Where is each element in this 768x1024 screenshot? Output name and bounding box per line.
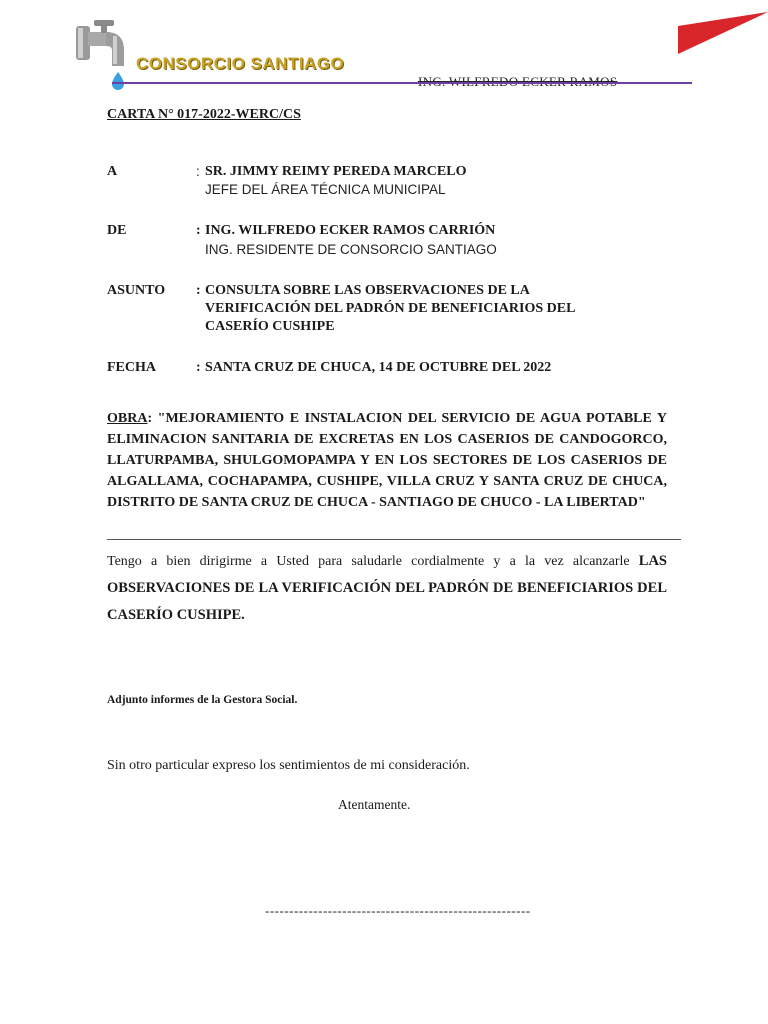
body-bold: LAS OBSERVACIONES DE LA VERIFICACIÓN DEL PADRÓN DE BENEFICIARIOS DEL CASERÍO CUSHIPE. [107,553,667,623]
signature-line: ------------------------------------------------------- [265,903,531,918]
subject-line-2: VERIFICACIÓN DEL PADRÓN DE BENEFICIARIOS DEL [205,301,576,316]
to-separator: : [196,164,200,179]
to-label: A [107,164,118,179]
from-separator: : [196,223,201,238]
project-text: "MEJORAMIENTO E INSTALACION DEL SERVICIO DE AGUA POTABLE Y ELIMINACION SANITARIA DE EXCRETAS EN LOS CASERIOS DE CANDOGORCO, LLATURPAMBA, SHULGOMOPAMPA Y EN LOS SECTORES DE LOS CASERIOS DE ALGALLAMA, COCHAPAMPA, CUSHIPE, VILLA CRUZ Y SANTA CRUZ DE CHUCA, DISTRITO DE SANTA CRUZ DE CHUCA - SANTIAGO DE CHUCO - LA LIBERTAD" [107,411,667,510]
to-name: SR. JIMMY REIMY PEREDA MARCELO [205,164,467,179]
from-role: ING. RESIDENTE DE CONSORCIO SANTIAGO [205,242,497,257]
section-divider [107,539,681,540]
date-label: FECHA [107,360,156,375]
subject-label: ASUNTO [107,283,166,298]
body-intro: Tengo a bien dirigirme a Usted para saludarle cordialmente y a la vez alcanzarle [107,554,639,569]
header-divider [112,82,692,84]
faucet-logo-icon [72,16,130,92]
sign-off: Atentamente. [338,797,411,812]
project-label: OBRA [107,411,148,426]
to-role: JEFE DEL ÁREA TÉCNICA MUNICIPAL [205,182,446,197]
date-value: SANTA CRUZ DE CHUCA, 14 DE OCTUBRE DEL 2022 [205,360,552,375]
from-label: DE [107,223,127,238]
from-name: ING. WILFREDO ECKER RAMOS CARRIÓN [205,223,496,238]
date-separator: : [196,360,201,375]
body-paragraph [107,548,667,629]
letter-number: CARTA N° 017-2022-WERC/CS [107,107,301,122]
closing-sentence: Sin otro particular expreso los sentimientos de mi consideración. [107,758,470,773]
subject-line-3: CASERÍO CUSHIPE [205,319,335,334]
attachment-note: Adjunto informes de la Gestora Social. [107,694,298,706]
subject-line-1: CONSULTA SOBRE LAS OBSERVACIONES DE LA [205,283,530,298]
project-paragraph: OBRA: "MEJORAMIENTO E INSTALACION DEL SERVICIO DE AGUA POTABLE Y ELIMINACION SANITARIA DE EXCRETAS EN LOS CASERIOS DE CANDOGORCO, LLATURPAMBA, SHULGOMOPAMPA Y EN LOS SECTORES DE LOS CASERIOS DE ALGALLAMA, COCHAPAMPA, CUSHIPE, VILLA CRUZ Y SANTA CRUZ DE CHUCA, DISTRITO DE SANTA CRUZ DE CHUCA - SANTIAGO DE CHUCO - LA LIBERTAD" [107,411,667,510]
company-logo-text: CONSORCIO SANTIAGO [136,54,345,73]
corner-decoration-icon [676,10,768,56]
subject-separator: : [196,283,201,298]
